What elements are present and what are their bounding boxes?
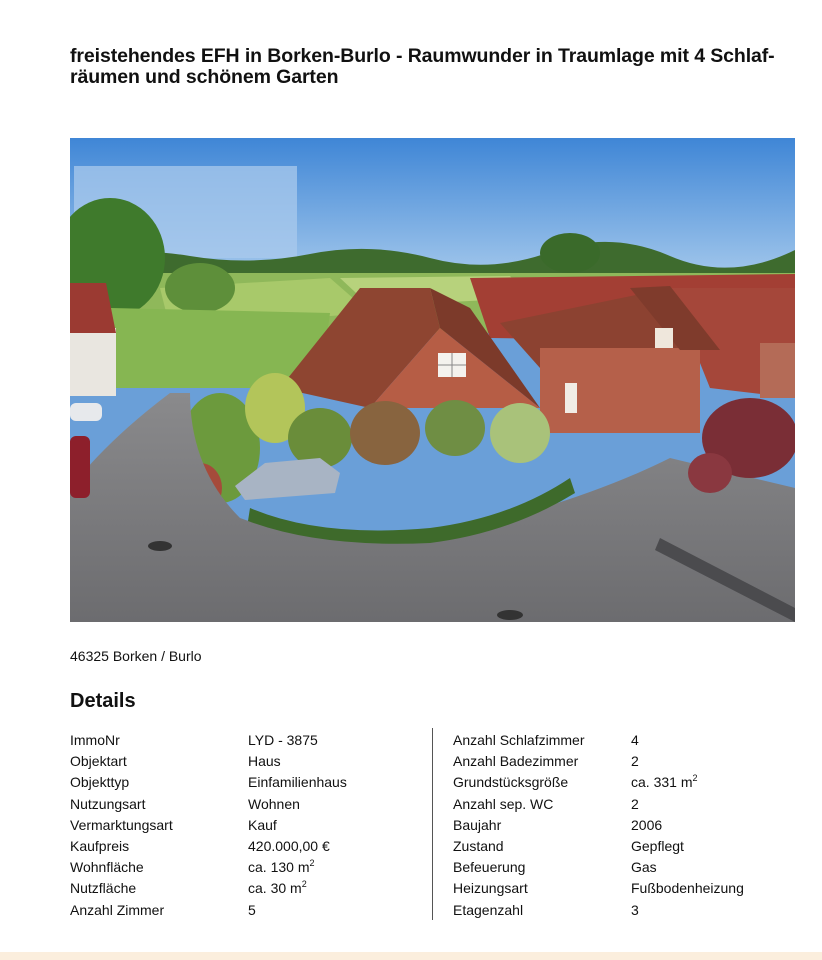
- details-right-column: [453, 730, 795, 921]
- house-aerial-image: [70, 138, 795, 622]
- detail-label: Anzahl Badezimmer: [453, 753, 579, 770]
- detail-label: Objekttyp: [70, 774, 130, 791]
- footer-band: [0, 952, 822, 960]
- details-left-column: [70, 730, 432, 921]
- detail-value: ca. 331 $m^2$: [631, 773, 698, 791]
- detail-label: Anzahl Schlafzimmer: [453, 732, 585, 748]
- detail-value: 2006: [631, 816, 663, 833]
- detail-label: Objektart: [70, 753, 127, 770]
- detail-row: [70, 794, 432, 815]
- detail-row: [70, 751, 432, 772]
- detail-label: Zustand: [453, 837, 504, 854]
- detail-label: Nutzungsart: [70, 795, 146, 812]
- detail-row: [453, 772, 795, 793]
- detail-value: 5: [248, 901, 256, 918]
- detail-label: Heizungsart: [453, 880, 528, 897]
- detail-row: [453, 751, 795, 772]
- detail-label: Etagenzahl: [453, 901, 524, 918]
- detail-row: [70, 815, 432, 836]
- detail-label: Nutzfläche: [70, 880, 137, 897]
- detail-value: Einfamilienhaus: [248, 774, 347, 791]
- detail-row: [70, 730, 432, 751]
- detail-row: [453, 857, 795, 878]
- detail-row: [453, 900, 795, 921]
- detail-row: [453, 878, 795, 899]
- detail-label: Anzahl Zimmer: [70, 901, 165, 918]
- property-photo: [70, 138, 795, 622]
- detail-row: [70, 772, 432, 793]
- detail-row: [453, 794, 795, 815]
- detail-value: 4: [631, 732, 639, 748]
- detail-value: 2: [631, 753, 639, 770]
- detail-row: [453, 815, 795, 836]
- detail-value: Gas: [631, 859, 657, 876]
- detail-label: Vermarktungsart: [70, 816, 173, 833]
- detail-row: [70, 900, 432, 921]
- detail-label: Baujahr: [453, 816, 502, 833]
- detail-value: 2: [631, 795, 639, 812]
- detail-value: LYD - 3875: [248, 732, 318, 748]
- detail-value: Kauf: [248, 816, 277, 833]
- detail-value: Gepflegt: [631, 837, 684, 854]
- detail-row: [453, 836, 795, 857]
- detail-value: ca. 30 $m^2$: [248, 879, 307, 897]
- details-heading: Details: [70, 690, 136, 712]
- detail-label: Kaufpreis: [70, 837, 130, 854]
- listing-title: freistehendes EFH in Borken-Burlo - Raumwunder in Traumlage mit 4 Schlaf-räumen und schönem Garten: [70, 45, 775, 88]
- detail-label: Grundstücksgröße: [453, 774, 569, 791]
- detail-row: [70, 857, 432, 878]
- detail-label: Befeuerung: [453, 859, 526, 876]
- detail-row: [70, 878, 432, 899]
- detail-value: 3: [631, 901, 639, 918]
- detail-value: ca. 130 $m^2$: [248, 858, 315, 876]
- detail-row: [453, 730, 795, 751]
- detail-row: [70, 836, 432, 857]
- detail-label: Wohnfläche: [70, 859, 144, 876]
- details-table: [70, 730, 795, 922]
- detail-value: 420.000,00 €: [248, 837, 330, 854]
- detail-value: Wohnen: [248, 795, 300, 812]
- listing-location: 46325 Borken / Burlo: [70, 648, 202, 664]
- detail-label: Anzahl sep. WC: [453, 795, 554, 812]
- detail-value: Haus: [248, 753, 281, 770]
- detail-value: Fußbodenheizung: [631, 880, 744, 897]
- column-divider: [432, 728, 433, 920]
- detail-label: ImmoNr: [70, 732, 120, 748]
